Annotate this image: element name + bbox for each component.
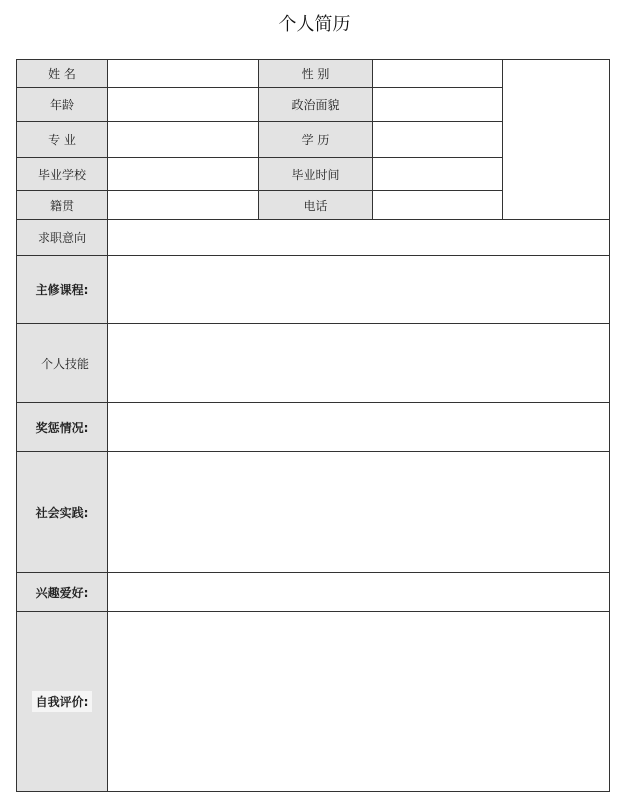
hometown-field[interactable] [107, 190, 259, 220]
age-field[interactable] [107, 87, 259, 122]
awards-label: 奖惩情况: [16, 402, 108, 452]
skills-label: 个人技能 [16, 323, 108, 403]
job-intention-label: 求职意向 [16, 219, 108, 256]
self-evaluation-field[interactable] [107, 611, 610, 792]
social-practice-label: 社会实践: [16, 451, 108, 573]
graduation-time-field[interactable] [372, 157, 503, 191]
major-label: 专 业 [16, 121, 108, 158]
self-evaluation-label-text: 自我评价: [32, 691, 93, 712]
awards-field[interactable] [107, 402, 610, 452]
gender-field[interactable] [372, 59, 503, 88]
phone-label: 电话 [258, 190, 373, 220]
hobbies-field[interactable] [107, 572, 610, 612]
phone-field[interactable] [372, 190, 503, 220]
main-courses-field[interactable] [107, 255, 610, 324]
age-label: 年龄 [16, 87, 108, 122]
name-field[interactable] [107, 59, 259, 88]
gender-label: 性 别 [258, 59, 373, 88]
hometown-label: 籍贯 [16, 190, 108, 220]
political-status-field[interactable] [372, 87, 503, 122]
hobbies-label: 兴趣爱好: [16, 572, 108, 612]
school-field[interactable] [107, 157, 259, 191]
main-courses-label: 主修课程: [16, 255, 108, 324]
graduation-time-label: 毕业时间 [258, 157, 373, 191]
education-label: 学 历 [258, 121, 373, 158]
skills-field[interactable] [107, 323, 610, 403]
resume-title: 个人简历 [278, 14, 351, 35]
social-practice-field[interactable] [107, 451, 610, 573]
job-intention-field[interactable] [107, 219, 610, 256]
political-status-label: 政治面貌 [258, 87, 373, 122]
school-label: 毕业学校 [16, 157, 108, 191]
major-field[interactable] [107, 121, 259, 158]
name-label: 姓 名 [16, 59, 108, 88]
photo-box[interactable] [502, 59, 610, 220]
self-evaluation-label [16, 611, 108, 792]
education-field[interactable] [372, 121, 503, 158]
